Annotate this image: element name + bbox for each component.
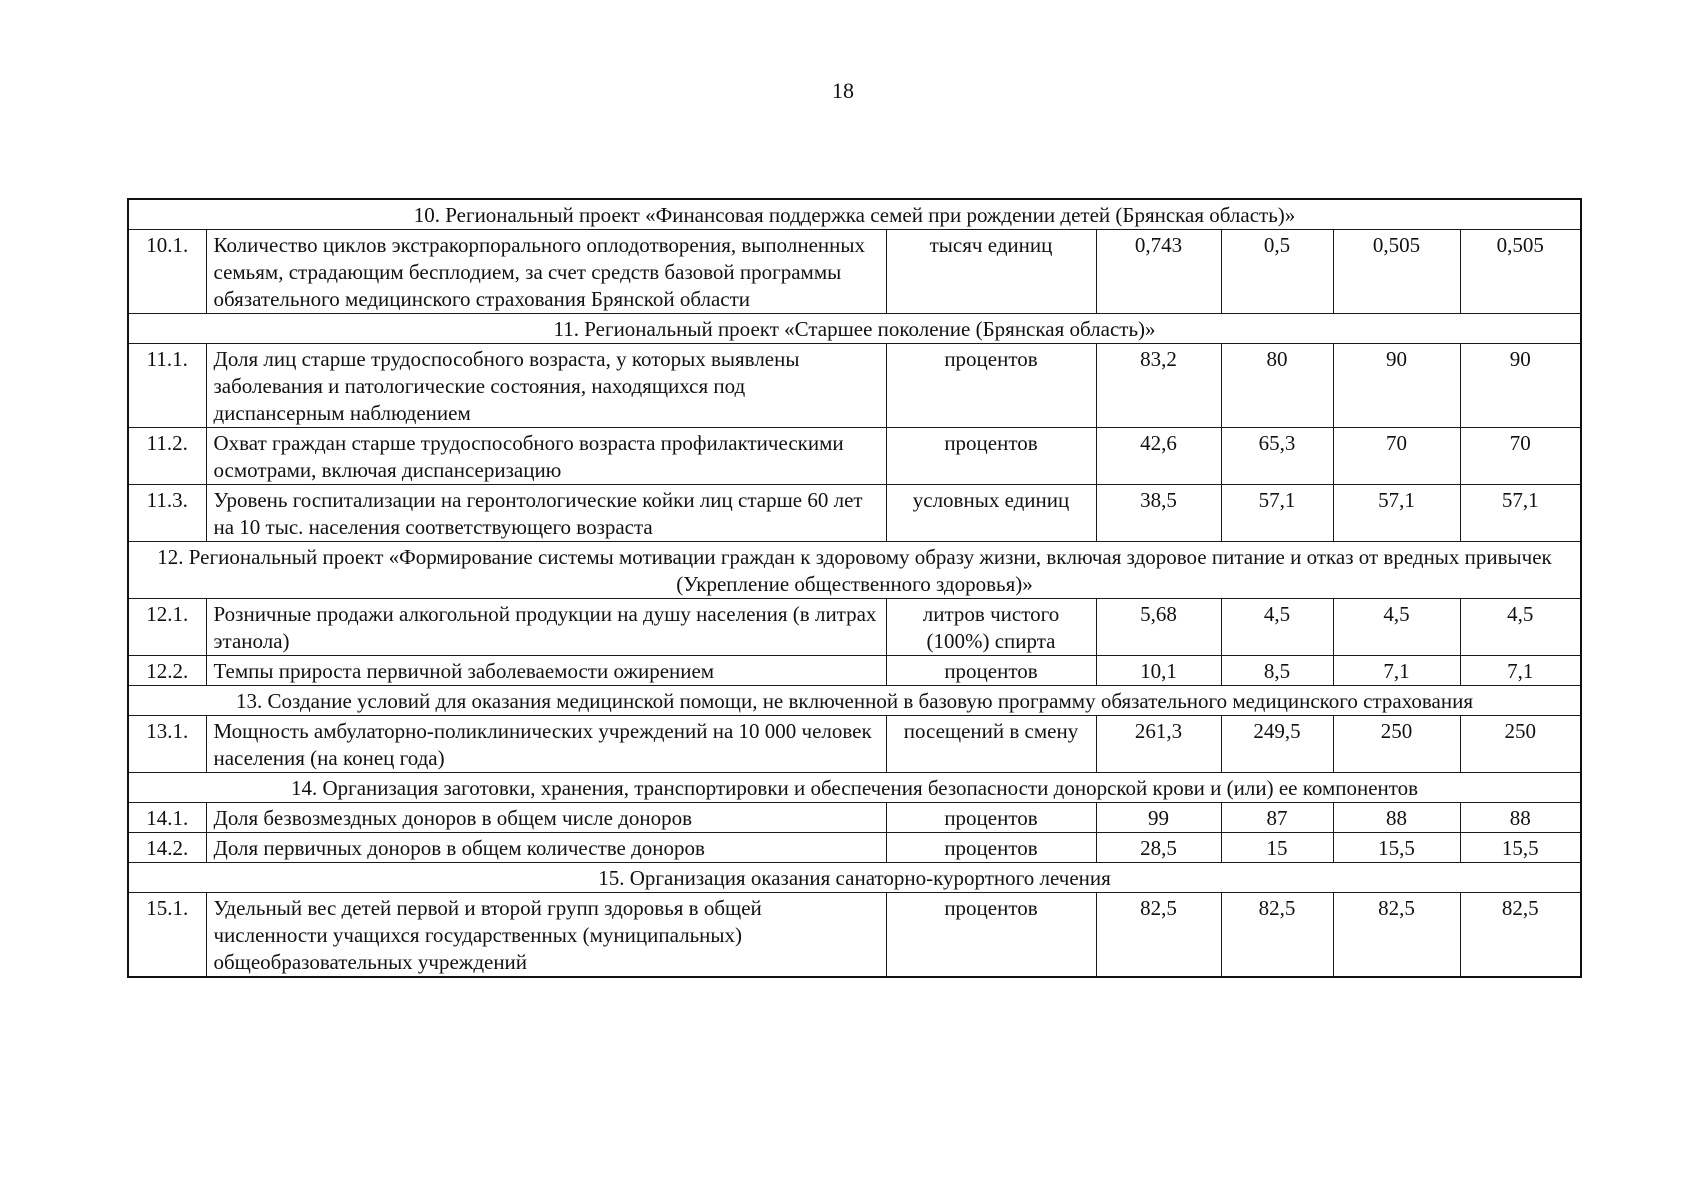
value-col-4: 57,1 — [1460, 485, 1581, 542]
value-col-1: 10,1 — [1096, 656, 1221, 686]
value-col-1: 38,5 — [1096, 485, 1221, 542]
row-number: 10.1. — [128, 230, 206, 314]
unit-of-measure: процентов — [886, 656, 1096, 686]
indicator-name: Доля безвозмездных доноров в общем числе доноров — [206, 803, 886, 833]
unit-of-measure: условных единиц — [886, 485, 1096, 542]
value-col-2: 87 — [1221, 803, 1333, 833]
value-col-2: 65,3 — [1221, 428, 1333, 485]
table-row — [128, 344, 1581, 428]
value-col-2: 4,5 — [1221, 599, 1333, 656]
indicator-name: Доля лиц старше трудоспособного возраста, у которых выявлены заболевания и патологические состояния, находящихся под диспансерным наблюдением — [206, 344, 886, 428]
table-row — [128, 428, 1581, 485]
value-col-1: 99 — [1096, 803, 1221, 833]
section-title: 13. Создание условий для оказания медицинской помощи, не включенной в базовую программу обязательного медицинского страхования — [128, 686, 1581, 716]
indicator-name: Розничные продажи алкогольной продукции на душу населения (в литрах этанола) — [206, 599, 886, 656]
unit-of-measure: процентов — [886, 833, 1096, 863]
value-col-4: 90 — [1460, 344, 1581, 428]
indicators-table — [127, 198, 1582, 978]
indicator-name: Уровень госпитализации на геронтологические койки лиц старше 60 лет на 10 тыс. населения соответствующего возраста — [206, 485, 886, 542]
section-header-row — [128, 773, 1581, 803]
row-number: 12.1. — [128, 599, 206, 656]
section-title: 15. Организация оказания санаторно-курортного лечения — [128, 863, 1581, 893]
value-col-2: 0,5 — [1221, 230, 1333, 314]
indicator-name: Охват граждан старше трудоспособного возраста профилактическими осмотрами, включая диспансеризацию — [206, 428, 886, 485]
value-col-3: 250 — [1333, 716, 1460, 773]
value-col-4: 250 — [1460, 716, 1581, 773]
unit-of-measure: литров чистого (100%) спирта — [886, 599, 1096, 656]
value-col-1: 5,68 — [1096, 599, 1221, 656]
value-col-3: 70 — [1333, 428, 1460, 485]
section-title: 11. Региональный проект «Старшее поколение (Брянская область)» — [128, 314, 1581, 344]
table-row — [128, 485, 1581, 542]
value-col-1: 0,743 — [1096, 230, 1221, 314]
page-number: 18 — [832, 78, 854, 103]
value-col-4: 4,5 — [1460, 599, 1581, 656]
section-header-row — [128, 542, 1581, 599]
unit-of-measure: процентов — [886, 428, 1096, 485]
table-row — [128, 656, 1581, 686]
value-col-2: 57,1 — [1221, 485, 1333, 542]
table-row — [128, 833, 1581, 863]
value-col-3: 0,505 — [1333, 230, 1460, 314]
value-col-3: 4,5 — [1333, 599, 1460, 656]
value-col-3: 90 — [1333, 344, 1460, 428]
value-col-4: 70 — [1460, 428, 1581, 485]
value-col-4: 82,5 — [1460, 893, 1581, 978]
table-row — [128, 893, 1581, 978]
table-body — [128, 199, 1581, 977]
value-col-2: 15 — [1221, 833, 1333, 863]
table-row — [128, 230, 1581, 314]
indicator-name: Доля первичных доноров в общем количестве доноров — [206, 833, 886, 863]
value-col-2: 80 — [1221, 344, 1333, 428]
row-number: 14.1. — [128, 803, 206, 833]
value-col-3: 88 — [1333, 803, 1460, 833]
unit-of-measure: процентов — [886, 344, 1096, 428]
indicator-name: Темпы прироста первичной заболеваемости ожирением — [206, 656, 886, 686]
value-col-4: 7,1 — [1460, 656, 1581, 686]
row-number: 13.1. — [128, 716, 206, 773]
value-col-2: 249,5 — [1221, 716, 1333, 773]
row-number: 11.1. — [128, 344, 206, 428]
value-col-1: 82,5 — [1096, 893, 1221, 978]
unit-of-measure: процентов — [886, 803, 1096, 833]
table-row — [128, 803, 1581, 833]
section-header-row — [128, 686, 1581, 716]
row-number: 15.1. — [128, 893, 206, 978]
section-header-row — [128, 199, 1581, 230]
value-col-2: 82,5 — [1221, 893, 1333, 978]
unit-of-measure: процентов — [886, 893, 1096, 978]
value-col-1: 261,3 — [1096, 716, 1221, 773]
value-col-1: 42,6 — [1096, 428, 1221, 485]
row-number: 11.2. — [128, 428, 206, 485]
value-col-2: 8,5 — [1221, 656, 1333, 686]
value-col-4: 88 — [1460, 803, 1581, 833]
value-col-3: 57,1 — [1333, 485, 1460, 542]
section-title: 14. Организация заготовки, хранения, транспортировки и обеспечения безопасности донорской крови и (или) ее компонентов — [128, 773, 1581, 803]
value-col-3: 7,1 — [1333, 656, 1460, 686]
value-col-4: 15,5 — [1460, 833, 1581, 863]
value-col-3: 82,5 — [1333, 893, 1460, 978]
value-col-1: 28,5 — [1096, 833, 1221, 863]
row-number: 14.2. — [128, 833, 206, 863]
indicator-name: Мощность амбулаторно-поликлинических учреждений на 10 000 человек населения (на конец года) — [206, 716, 886, 773]
indicator-name: Удельный вес детей первой и второй групп здоровья в общей численности учащихся государственных (муниципальных) общеобразовательных учреждений — [206, 893, 886, 978]
unit-of-measure: тысяч единиц — [886, 230, 1096, 314]
row-number: 12.2. — [128, 656, 206, 686]
row-number: 11.3. — [128, 485, 206, 542]
unit-of-measure: посещений в смену — [886, 716, 1096, 773]
indicator-name: Количество циклов экстракорпорального оплодотворения, выполненных семьям, страдающим бесплодием, за счет средств базовой программы обязательного медицинского страхования Брянской области — [206, 230, 886, 314]
value-col-4: 0,505 — [1460, 230, 1581, 314]
section-header-row — [128, 863, 1581, 893]
value-col-1: 83,2 — [1096, 344, 1221, 428]
table-row — [128, 716, 1581, 773]
table-row — [128, 599, 1581, 656]
section-header-row — [128, 314, 1581, 344]
section-title: 12. Региональный проект «Формирование системы мотивации граждан к здоровому образу жизни, включая здоровое питание и отказ от вредных привычек (Укрепление общественного здоровья)» — [128, 542, 1581, 599]
section-title: 10. Региональный проект «Финансовая поддержка семей при рождении детей (Брянская область)» — [128, 199, 1581, 230]
value-col-3: 15,5 — [1333, 833, 1460, 863]
